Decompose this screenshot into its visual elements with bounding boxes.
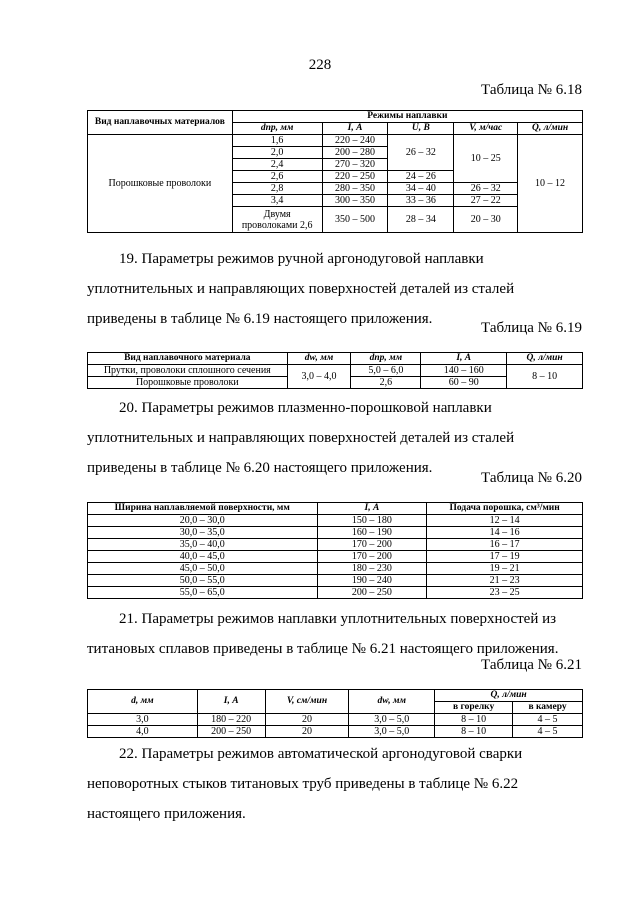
table-cell: 20 — [265, 714, 349, 726]
header-current: I, А — [317, 503, 427, 515]
paragraph-21: 21. Параметры режимов наплавки уплотнительных поверхностей из титановых сплавов приведены в таблице № 6.21 настоящего приложения. — [87, 611, 559, 657]
table-cell: 170 – 200 — [317, 551, 427, 563]
table-cell: 34 – 40 — [388, 183, 454, 195]
table-cell: 150 – 180 — [317, 515, 427, 527]
table-cell: 200 – 280 — [322, 147, 388, 159]
table-cell: 200 – 250 — [197, 726, 265, 738]
table-6-21-label: Таблица № 6.21 — [481, 657, 582, 673]
table-cell: 35,0 – 40,0 — [88, 539, 318, 551]
header-current: I, А — [421, 353, 507, 365]
table-cell: 140 – 160 — [421, 365, 507, 377]
table-cell: Порошковые проволоки — [88, 377, 288, 389]
header-flow: Q, л/мин — [518, 123, 583, 135]
material-cell: Порошковые проволоки — [88, 135, 233, 233]
table-cell: 2,6 — [351, 377, 421, 389]
table-6-21 — [87, 689, 583, 738]
header-dpr: dпр, мм — [232, 123, 322, 135]
header-flow: Q, л/мин — [507, 353, 583, 365]
header-d: d, мм — [88, 690, 198, 714]
table-cell: 14 – 16 — [427, 527, 583, 539]
header-current: I, А — [197, 690, 265, 714]
table-cell: 4 – 5 — [513, 714, 583, 726]
table-cell: 3,0 – 5,0 — [349, 714, 435, 726]
header-dpr: dпр, мм — [351, 353, 421, 365]
table-cell: Двумя проволоками 2,6 — [232, 207, 322, 233]
table-cell: 190 – 240 — [317, 575, 427, 587]
table-cell: 10 – 25 — [454, 135, 518, 183]
table-cell: 8 – 10 — [507, 365, 583, 389]
header-material: Вид наплавочных материалов — [88, 111, 233, 135]
table-cell: 17 – 19 — [427, 551, 583, 563]
table-6-19-label: Таблица № 6.19 — [481, 320, 582, 336]
table-cell: 200 – 250 — [317, 587, 427, 599]
table-6-19 — [87, 352, 583, 389]
table-cell: 20 — [265, 726, 349, 738]
table-cell: 160 – 190 — [317, 527, 427, 539]
paragraph-19: 19. Параметры режимов ручной аргонодуговой наплавки уплотнительных и направляющих поверхностей деталей из сталей приведены в таблице № 6.19 настоящего приложения. — [87, 251, 515, 327]
table-cell: 350 – 500 — [322, 207, 388, 233]
table-cell: 26 – 32 — [388, 135, 454, 171]
table-cell: 20,0 – 30,0 — [88, 515, 318, 527]
header-voltage: U, В — [388, 123, 454, 135]
header-chamber: в камеру — [513, 702, 583, 714]
header-speed: V, м/час — [454, 123, 518, 135]
table-cell: 2,0 — [232, 147, 322, 159]
table-cell: 24 – 26 — [388, 171, 454, 183]
table-6-20 — [87, 502, 583, 599]
table-cell: 5,0 – 6,0 — [351, 365, 421, 377]
table-cell: 300 – 350 — [322, 195, 388, 207]
table-cell: 270 – 320 — [322, 159, 388, 171]
table-cell: 8 – 10 — [435, 714, 513, 726]
table-cell: 4 – 5 — [513, 726, 583, 738]
header-torch: в горелку — [435, 702, 513, 714]
table-cell: 10 – 12 — [518, 135, 583, 233]
table-cell: 2,8 — [232, 183, 322, 195]
table-cell: 40,0 – 45,0 — [88, 551, 318, 563]
page-number: 228 — [308, 57, 332, 73]
table-cell: 2,6 — [232, 171, 322, 183]
table-cell: 3,4 — [232, 195, 322, 207]
table-cell: 28 – 34 — [388, 207, 454, 233]
table-cell: 12 – 14 — [427, 515, 583, 527]
table-cell: 3,0 — [88, 714, 198, 726]
table-cell: 280 – 350 — [322, 183, 388, 195]
header-modes: Режимы наплавки — [232, 111, 582, 123]
table-cell: 180 – 230 — [317, 563, 427, 575]
header-feed: Подача порошка, см³/мин — [427, 503, 583, 515]
table-cell: 33 – 36 — [388, 195, 454, 207]
paragraph-22: 22. Параметры режимов автоматической аргонодуговой сварки неповоротных стыков титановых труб приведены в таблице № 6.22 настоящего приложения. — [87, 746, 523, 822]
table-cell: 21 – 23 — [427, 575, 583, 587]
table-cell: 220 – 240 — [322, 135, 388, 147]
table-cell: 3,0 – 5,0 — [349, 726, 435, 738]
header-current: I, А — [322, 123, 388, 135]
table-cell: 180 – 220 — [197, 714, 265, 726]
table-cell: 8 – 10 — [435, 726, 513, 738]
header-width: Ширина наплавляемой поверхности, мм — [88, 503, 318, 515]
table-cell: 20 – 30 — [454, 207, 518, 233]
table-6-18 — [87, 110, 583, 233]
table-cell: 170 – 200 — [317, 539, 427, 551]
table-cell: 4,0 — [88, 726, 198, 738]
table-cell: 2,4 — [232, 159, 322, 171]
table-cell: 16 – 17 — [427, 539, 583, 551]
table-6-20-label: Таблица № 6.20 — [481, 470, 582, 486]
header-dw: dw, мм — [287, 353, 351, 365]
paragraph-20: 20. Параметры режимов плазменно-порошковой наплавки уплотнительных и направляющих поверхностей деталей из сталей приведены в таблице № 6.20 настоящего приложения. — [87, 400, 515, 476]
table-cell: 19 – 21 — [427, 563, 583, 575]
header-flow: Q, л/мин — [435, 690, 583, 702]
table-cell: 50,0 – 55,0 — [88, 575, 318, 587]
table-cell: 220 – 250 — [322, 171, 388, 183]
header-material: Вид наплавочного материала — [88, 353, 288, 365]
table-cell: Прутки, проволоки сплошного сечения — [88, 365, 288, 377]
table-cell: 1,6 — [232, 135, 322, 147]
table-6-18-label: Таблица № 6.18 — [481, 82, 582, 98]
header-speed: V, см/мин — [265, 690, 349, 714]
table-cell: 55,0 – 65,0 — [88, 587, 318, 599]
table-cell: 26 – 32 — [454, 183, 518, 195]
table-cell: 30,0 – 35,0 — [88, 527, 318, 539]
table-cell: 3,0 – 4,0 — [287, 365, 351, 389]
table-cell: 45,0 – 50,0 — [88, 563, 318, 575]
header-dw: dw, мм — [349, 690, 435, 714]
table-cell: 23 – 25 — [427, 587, 583, 599]
table-cell: 60 – 90 — [421, 377, 507, 389]
table-cell: 27 – 22 — [454, 195, 518, 207]
